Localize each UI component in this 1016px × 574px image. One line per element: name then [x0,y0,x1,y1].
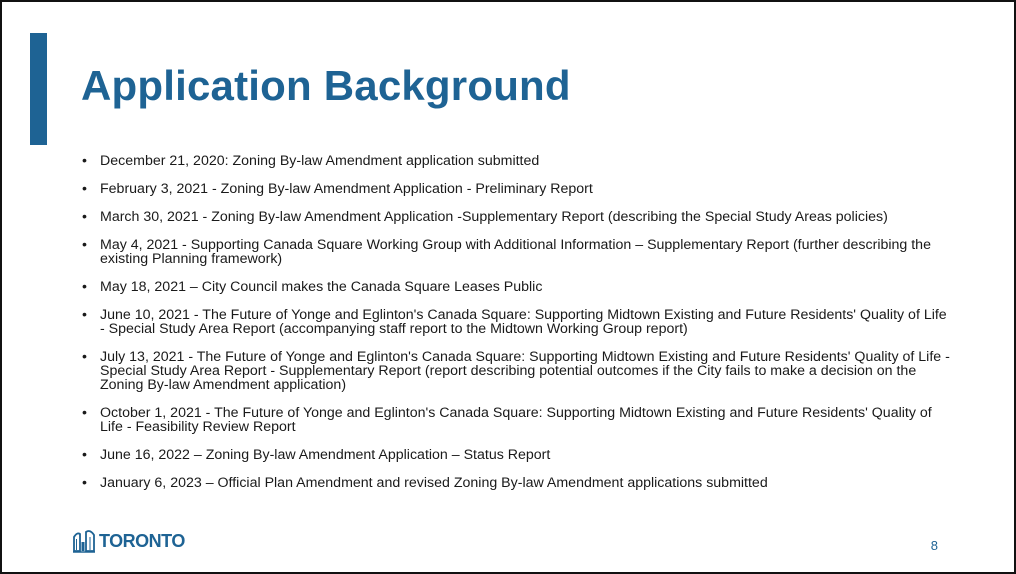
bullet-item [82,154,952,168]
bullet-dot: • [82,181,87,197]
bullet-text: July 13, 2021 - The Future of Yonge and Eglinton's Canada Square: Supporting Midtown Existing and Future Residents' Quality of Life - Special Study Area Report - Supplementary Report (report describing potential outcomes if the City fails to make a decision on the Zoning By-law Amendment application) [100,349,950,393]
bullet-item [82,182,952,196]
slide-title: Application Background [81,62,571,109]
bullet-item [82,308,952,336]
bullet-text: December 21, 2020: Zoning By-law Amendment application submitted [100,153,540,169]
bullet-text: October 1, 2021 - The Future of Yonge and Eglinton's Canada Square: Supporting Midtown Existing and Future Residents' Quality of Life - Feasibility Review Report [100,405,932,435]
bullet-text: May 4, 2021 - Supporting Canada Square Working Group with Additional Information – Supplementary Report (further describing the existing Planning framework) [100,237,931,267]
bullet-text: January 6, 2023 – Official Plan Amendment and revised Zoning By-law Amendment applications submitted [100,475,768,491]
bullet-item [82,280,952,294]
bullet-item [82,406,952,434]
toronto-logo [72,529,185,553]
bullet-text: June 16, 2022 – Zoning By-law Amendment Application – Status Report [100,447,551,463]
bullet-item [82,210,952,224]
bullet-dot: • [82,447,87,463]
bullet-dot: • [82,349,87,365]
bullet-text: March 30, 2021 - Zoning By-law Amendment Application -Supplementary Report (describing the Special Study Areas policies) [100,209,888,225]
bullet-dot: • [82,307,87,323]
bullet-text: February 3, 2021 - Zoning By-law Amendment Application - Preliminary Report [100,181,593,197]
bullet-dot: • [82,153,87,169]
bullet-list [82,154,952,504]
bullet-item [82,448,952,462]
bullet-item [82,350,952,392]
bullet-item [82,238,952,266]
logo-wordmark: TORONTO [99,530,185,551]
bullet-text: May 18, 2021 – City Council makes the Canada Square Leases Public [100,279,543,295]
bullet-text: June 10, 2021 - The Future of Yonge and Eglinton's Canada Square: Supporting Midtown Existing and Future Residents' Quality of Life - Special Study Area Report (accompanying staff report to the Midtown Working Group report) [100,307,947,337]
title-accent-bar [30,33,47,145]
city-hall-icon [72,529,96,553]
page-number: 8 [930,538,938,553]
bullet-dot: • [82,475,87,491]
bullet-dot: • [82,237,87,253]
bullet-dot: • [82,279,87,295]
bullet-dot: • [82,405,87,421]
bullet-item [82,476,952,490]
bullet-dot: • [82,209,87,225]
